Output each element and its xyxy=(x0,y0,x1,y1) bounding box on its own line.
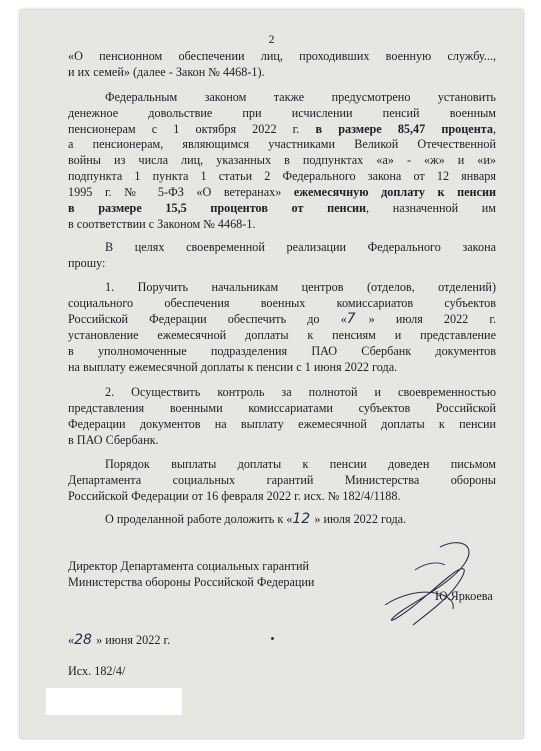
text-line: на выплату ежемесячной доплаты к пенсии с 1 июня 2022 года. xyxy=(68,360,398,374)
text-line: прошу: xyxy=(68,256,106,270)
text-line: в ПАО Сбербанк. xyxy=(68,433,159,447)
text-line: 1. Поручить начальникам центров (отделов, отделений) xyxy=(105,280,496,294)
text-fragment: » июня 2022 г. xyxy=(96,633,171,647)
text-line: войны из числа лиц, указанных в подпунктах «а» - «ж» и «и» xyxy=(68,153,496,167)
text-line: Российской Федерации от 16 февраля 2022 г. исх. № 182/4/1188. xyxy=(68,489,401,503)
text-line: социального обеспечения военных комиссариатов субъектов xyxy=(68,296,496,310)
signatory-name: Ю.Яркоева xyxy=(435,589,493,603)
signatory-title: Директор Департамента социальных гарантий xyxy=(68,559,310,573)
handwritten-date: 28 xyxy=(74,632,92,648)
letter-body xyxy=(20,10,523,738)
redaction-box xyxy=(46,688,182,715)
handwritten-date: 7 xyxy=(346,311,356,327)
handwritten-date: 12 xyxy=(292,511,311,527)
text-fragment: » июля 2022 г. xyxy=(368,312,496,326)
text-line: в размере 15,5 процентов от пенсии, назначенной им xyxy=(68,201,497,215)
text-line: установление ежемесячной доплаты к пенсиям и представление xyxy=(68,328,496,342)
text-fragment: Российской Федерации обеспечить до « xyxy=(68,312,347,326)
text-line: Порядок выплаты доплаты к пенсии доведен письмом xyxy=(105,457,496,471)
page-number: 2 xyxy=(268,32,275,46)
text-fragment: « xyxy=(68,633,75,647)
text-line: представления военными комиссариатами субъектов Российской xyxy=(68,401,496,415)
handwritten-signature xyxy=(365,535,485,630)
text-line: пенсионерам с 1 октября 2022 г. в размере 85,47 процента, xyxy=(68,122,496,136)
text-line: Департамента социальных гарантий Министерства обороны xyxy=(68,473,496,487)
text-line: в уполномоченные подразделения ПАО Сбербанк документов xyxy=(68,344,496,358)
text-line: 1995 г. № 5-ФЗ «О ветеранах» ежемесячную доплату к пенсии xyxy=(68,185,497,199)
text-line: денежное довольствие при исчислении пенсий военным xyxy=(68,106,496,120)
text-line: и их семей» (далее - Закон № 4468-1). xyxy=(68,65,265,79)
text-fragment: О проделанной работе доложить к « xyxy=(105,512,293,526)
text-line: подпункта 1 пункта 1 статьи 2 Федерального закона от 12 января xyxy=(68,169,496,183)
outgoing-reference: Исх. 182/4/ xyxy=(68,664,126,678)
ink-dot xyxy=(271,637,274,640)
text-line: Федерации документов на выплату ежемесячной доплаты к пенсии xyxy=(68,417,496,431)
text-line: в соответствии с Законом № 4468-1. xyxy=(68,217,256,231)
text-line xyxy=(68,312,496,327)
text-line: а пенсионерам, являющимся участниками Великой Отечественной xyxy=(68,137,496,151)
document-date xyxy=(68,633,170,648)
text-line: «О пенсионном обеспечении лиц, проходивших военную службу..., xyxy=(68,49,496,63)
text-fragment: » июля 2022 года. xyxy=(314,512,407,526)
text-line: 2. Осуществить контроль за полнотой и своевременностью xyxy=(105,385,496,399)
text-line: Федеральным законом также предусмотрено установить xyxy=(105,90,496,104)
signatory-title: Министерства обороны Российской Федерации xyxy=(68,575,315,589)
text-line: В целях своевременной реализации Федерального закона xyxy=(105,240,496,254)
text-line xyxy=(105,512,406,527)
document-page xyxy=(20,10,523,738)
